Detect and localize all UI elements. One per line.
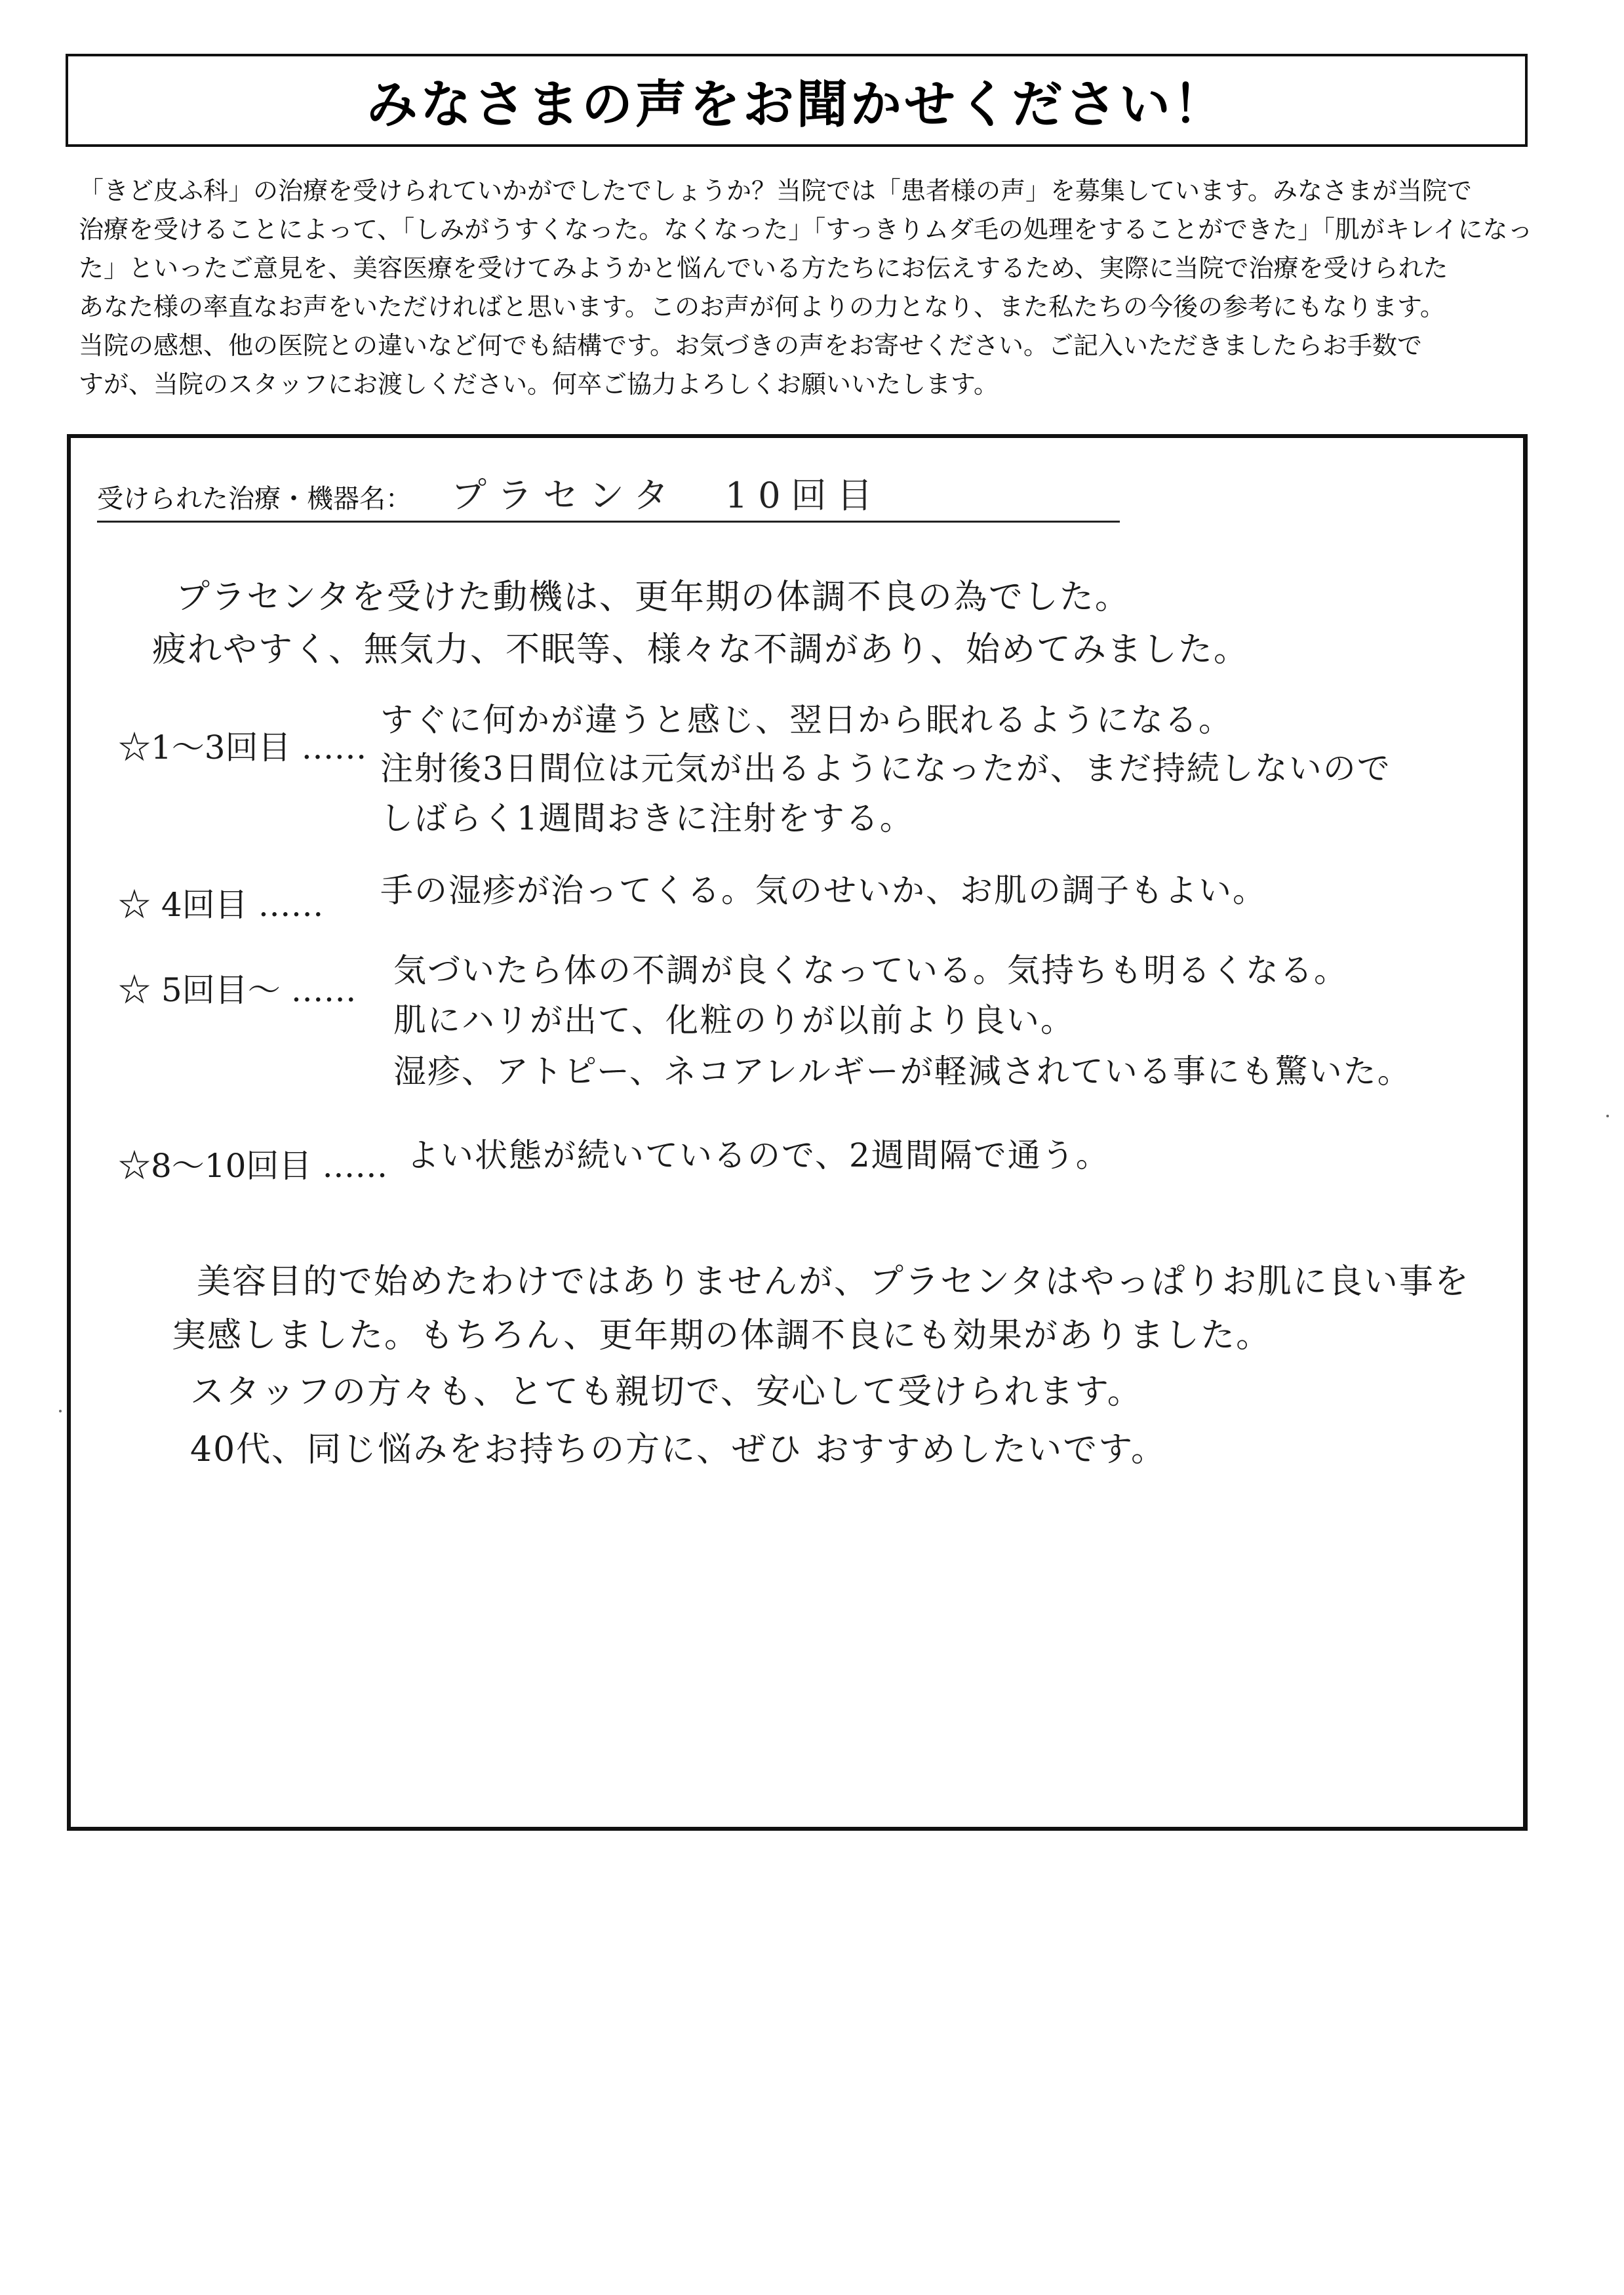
entry-line: 湿疹、アトピー、ネコアレルギーが軽減されている事にも驚いた。: [393, 1052, 1412, 1090]
treatment-label: 受けられた治療・機器名：: [97, 484, 412, 514]
closing-line: 40代、同じ悩みをお持ちの方に、ぜひ おすすめしたいです。: [190, 1430, 1167, 1469]
entry-label-5: ☆ 5回目～ ……: [118, 971, 357, 1009]
treatment-value-handwritten: プラセンタ 10回目: [451, 475, 883, 516]
entry-label-1-3: ☆1～3回目 ……: [118, 728, 367, 767]
scan-speck: [59, 1410, 62, 1412]
intro-line: すが、当院のスタッフにお渡しください。何卒ご協力よろしくお願いいたします。: [79, 370, 999, 399]
intro-line: 「きど皮ふ科」の治療を受けられていかがでしたでしょうか？当院では「患者様の声」を募集しています。みなさまが当院で: [79, 176, 1472, 205]
entry-line: 手の湿疹が治ってくる。気のせいか、お肌の調子もよい。: [380, 871, 1267, 909]
entry-line: 気づいたら体の不調が良くなっている。気持ちも明るくなる。: [393, 951, 1348, 989]
scan-speck: [1606, 1115, 1609, 1117]
intro-line: あなた様の率直なお声をいただければと思います。このお声が何よりの力となり、また私たちの今後の参考にもなります。: [79, 292, 1445, 321]
entry-line: よい状態が続いているので、2週間隔で通う。: [406, 1136, 1110, 1174]
intro-line: 治療を受けることによって、「しみがうすくなった。なくなった」「すっきりムダ毛の処理をすることができた」「肌がキレイになっ: [79, 215, 1533, 244]
entry-label-8-10: ☆8～10回目 ……: [118, 1147, 388, 1185]
treatment-row: [97, 471, 1120, 523]
entry-line: 注射後3日間位は元気が出るようになったが、まだ持続しないので: [380, 749, 1391, 788]
page-title: みなさまの声をお聞かせください！: [366, 75, 1227, 134]
entry-line: しばらく1週間おきに注射をする。: [380, 799, 914, 837]
closing-line: スタッフの方々も、とても親切で、安心して受けられます。: [190, 1372, 1143, 1412]
intro-paragraph: [79, 172, 1534, 404]
intro-line: 当院の感想、他の医院との違いなど何でも結構です。お気づきの声をお寄せください。ご記入いただきましたらお手数で: [79, 331, 1422, 360]
intro-line: た」といったご意見を、美容医療を受けてみようかと悩んでいる方たちにお伝えするため、実際に当院で治療を受けられた: [79, 254, 1448, 283]
entry-label-4: ☆ 4回目 ……: [118, 886, 324, 924]
title-box: [66, 54, 1528, 147]
entry-line: すぐに何かが違うと感じ、翌日から眠れるようになる。: [380, 701, 1233, 739]
entry-line: 肌にハリが出て、化粧のりが以前より良い。: [393, 1001, 1075, 1039]
closing-line: 美容目的で始めたわけではありませんが、プラセンタはやっぱりお肌に良い事を: [197, 1262, 1470, 1302]
motive-line: 疲れやすく、無気力、不眠等、様々な不調があり、始めてみました。: [152, 630, 1249, 669]
closing-line: 実感しました。もちろん、更年期の体調不良にも効果がありました。: [172, 1316, 1272, 1355]
motive-line: プラセンタを受けた動機は、更年期の体調不良の為でした。: [176, 578, 1130, 617]
